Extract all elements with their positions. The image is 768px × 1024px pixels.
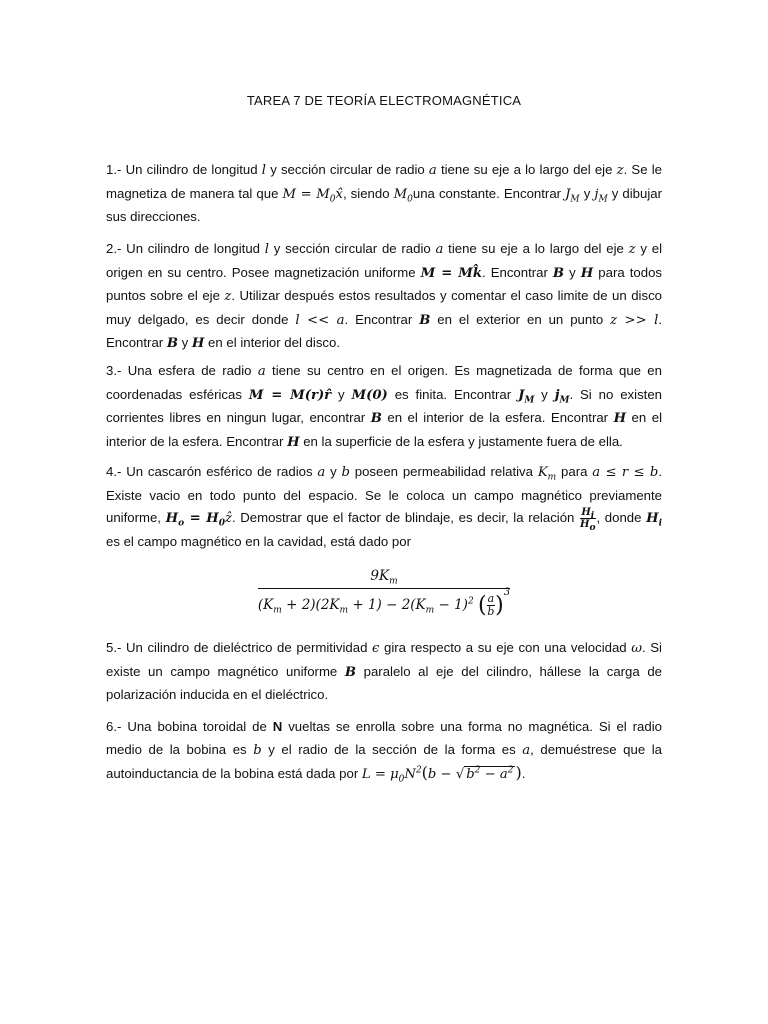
math-var: B (370, 411, 382, 426)
text: tiene su centro en el origen. Es magnetizada de forma que en coordenadas esféricas (106, 363, 662, 402)
math-var: a (435, 242, 444, 257)
text: Un cascarón esférico de radios (121, 464, 318, 479)
math-var: B (344, 664, 357, 680)
math-var: K (537, 465, 548, 480)
math-sup: 2 (415, 765, 422, 776)
math-sub: 0 (407, 194, 413, 205)
problem-number: 6.- (106, 719, 122, 734)
math-var: b (487, 605, 495, 618)
text: y sección circular de radio (269, 241, 436, 256)
paren-open: ( (477, 593, 487, 618)
math-sub: m (339, 605, 349, 616)
text: Un cilindro de longitud (121, 162, 262, 177)
math-var: H (580, 265, 594, 281)
text: Una bobina toroidal de (121, 719, 273, 734)
math-eq: a ≤ r ≤ b (592, 465, 659, 480)
problem-number: 4.- (106, 464, 122, 479)
math-var: z (224, 289, 232, 304)
math-sub: M (524, 395, 535, 406)
math-var: J (518, 387, 525, 403)
math-var: M (393, 186, 408, 202)
text: Una esfera de radio (121, 363, 258, 378)
math-var: H (287, 434, 300, 450)
text: , donde (596, 510, 647, 525)
math-sup: 2 (467, 596, 474, 607)
math-eq (554, 387, 570, 406)
math-var: b (253, 742, 262, 758)
math-var: H (191, 336, 205, 351)
text: y (331, 386, 352, 402)
text: y (564, 264, 581, 280)
math-eq (594, 186, 608, 205)
math-eq: l << a (295, 312, 345, 328)
text: , siendo (342, 185, 394, 201)
math-var: − a (480, 767, 508, 782)
paren-close: ) (495, 593, 504, 618)
problem-number: 1.- (106, 162, 122, 177)
math-sub: M (570, 194, 580, 205)
math-var: a (317, 465, 326, 480)
text: tiene su eje a lo largo del eje (443, 241, 629, 256)
math-var: z (628, 242, 636, 257)
text: y sección circular de radio (266, 162, 429, 177)
text: y el origen en su centro. Posee magnetización uniforme (106, 241, 663, 280)
math-sub: o (589, 523, 596, 534)
text: . Encontrar (344, 311, 420, 327)
math-sub: m (389, 576, 398, 587)
math-sup: 3 (503, 587, 511, 598)
text: Un cilindro de dieléctrico de permitividad (121, 640, 373, 655)
math-var: N (272, 719, 283, 734)
sqrt-sign: √ (455, 767, 465, 782)
math-var: N (404, 767, 416, 782)
math-var: H (165, 511, 179, 526)
math-var: H (646, 511, 659, 526)
math-var: ω (631, 641, 642, 656)
text: para (556, 464, 593, 479)
math-var: + 2)(2K (281, 597, 340, 613)
math-var: a (428, 163, 437, 178)
sqrt-content (464, 766, 515, 782)
math-eq (165, 511, 232, 529)
a-over-b (487, 593, 496, 618)
math-var: ϵ (372, 641, 380, 656)
formula-denominator (258, 589, 510, 618)
text: . Se le magnetiza de manera tal que (106, 162, 662, 201)
text: vueltas se enrolla sobre una forma no magnética. Si el radio medio de la bobina es (106, 719, 662, 757)
math-sub: M (598, 194, 608, 205)
math-var: M = M (282, 186, 330, 202)
text: poseen permeabilidad relativa (349, 464, 538, 479)
math-eq: M = Mk̂ (420, 265, 482, 281)
math-var: a (487, 592, 495, 605)
text: y (325, 464, 342, 479)
math-var: a (522, 742, 531, 758)
math-sub: M (559, 395, 570, 406)
text: y el radio de la sección de la forma es (261, 741, 523, 757)
math-var: H (581, 507, 591, 519)
text: . Existe vacio en todo punto del espacio. Se le coloca un campo magnético previamente uniforme, (106, 464, 662, 525)
math-sub: i (590, 511, 595, 522)
math-eq (518, 387, 535, 406)
problem-3 (106, 360, 662, 454)
math-sub: m (425, 605, 435, 616)
math-var: L = μ (361, 767, 399, 782)
page-title: TAREA 7 DE TEORÍA ELECTROMAGNÉTICA (246, 93, 522, 108)
text: Un cilindro de longitud (121, 241, 265, 256)
text: en la superficie de la esfera y justamente fuera de ella. (299, 433, 623, 449)
math-var: ẑ (224, 511, 232, 526)
text: gira respecto a su eje con una velocidad (379, 640, 632, 655)
problem-number: 3.- (106, 363, 122, 378)
math-var: z (616, 163, 624, 178)
problem-6 (106, 716, 662, 787)
math-eq: M(0) (351, 387, 388, 403)
text: . Utilizar después estos resultados y comentar el caso limite de un disco muy delgado, es decir donde (106, 288, 662, 327)
math-var: b (341, 465, 350, 480)
text: , demuéstrese que la autoinductancia de la bobina está dada por (106, 741, 662, 781)
paren-open: ( (421, 763, 428, 782)
text: y (534, 386, 555, 402)
shielding-ratio (580, 507, 596, 534)
math-var: B (166, 336, 178, 351)
math-var: l (264, 242, 270, 257)
text: es finita. Encontrar (387, 386, 519, 402)
math-var: b (466, 767, 475, 782)
math-sup: 2 (474, 765, 481, 776)
math-var: B (552, 265, 565, 281)
math-eq (565, 186, 580, 205)
text: en el interior del disco. (204, 335, 341, 350)
text: . Si no existen corrientes libres en ningun lugar, encontrar (106, 386, 662, 425)
text: . Si existe un campo magnético uniforme (106, 640, 662, 679)
problem-4 (106, 461, 662, 553)
text: y (178, 335, 192, 350)
math-sub: 0 (218, 518, 225, 529)
text: y dibujar sus direcciones. (106, 185, 663, 224)
math-var: b − (427, 767, 456, 782)
problem-2 (106, 238, 662, 356)
text: en el interior de la esfera. Encontrar (106, 410, 662, 449)
math-var: j (594, 186, 599, 202)
ratio-denominator (580, 519, 596, 534)
text: paralelo al eje del cilindro, hállese la carga de polarización inducida en el dieléctrico. (106, 663, 663, 702)
math-var: = H (184, 511, 219, 526)
math-sub: o (178, 518, 185, 529)
math-var: H (580, 519, 590, 531)
math-var: H (613, 411, 627, 426)
math-var: j (554, 387, 560, 403)
text: una constante. Encontrar (412, 185, 566, 201)
math-eq (393, 186, 413, 205)
paren-close: ) (515, 763, 522, 782)
text: . Encontrar (481, 264, 553, 280)
text: y (579, 185, 595, 201)
math-sub: m (547, 472, 557, 483)
math-eq (537, 465, 557, 483)
inductance-formula (361, 763, 522, 785)
text: . Encontrar (106, 311, 662, 350)
text: . (521, 766, 526, 781)
math-var: − 1) (434, 597, 468, 613)
math-eq: M = M(r)r̂ (248, 387, 332, 403)
math-sub: 0 (329, 194, 336, 205)
math-eq (282, 186, 343, 205)
display-formula (0, 568, 768, 618)
math-eq (646, 511, 662, 529)
math-var: a (257, 364, 266, 379)
ratio-numerator (580, 507, 595, 522)
math-sub: i (658, 518, 662, 529)
text: en el interior de la esfera. Encontrar (381, 410, 614, 425)
problem-number: 2.- (106, 241, 122, 256)
math-var: + 1) − 2(K (348, 597, 426, 613)
math-var: B (419, 312, 431, 328)
math-sub: m (273, 605, 282, 616)
text: en el exterior en un punto (430, 311, 611, 327)
math-var: (K (257, 597, 274, 613)
text: tiene su eje a lo largo del eje (436, 162, 617, 177)
math-var: l (261, 163, 267, 178)
math-var: 9K (370, 568, 390, 584)
math-var: x̂ (335, 186, 343, 202)
text: es el campo magnético en la cavidad, está dado por (106, 533, 411, 549)
text: . Demostrar que el factor de blindaje, es decir, la relación (231, 510, 580, 525)
problem-number: 5.- (106, 640, 122, 655)
problem-5 (106, 637, 662, 707)
math-sub: 0 (398, 774, 405, 785)
math-eq: z >> l (610, 312, 659, 328)
formula-fraction (258, 568, 510, 618)
math-sup: 2 (507, 765, 514, 776)
formula-numerator (258, 568, 510, 589)
math-var: J (565, 186, 571, 202)
text: para todos puntos sobre el eje (106, 264, 662, 303)
problem-1 (106, 159, 662, 229)
